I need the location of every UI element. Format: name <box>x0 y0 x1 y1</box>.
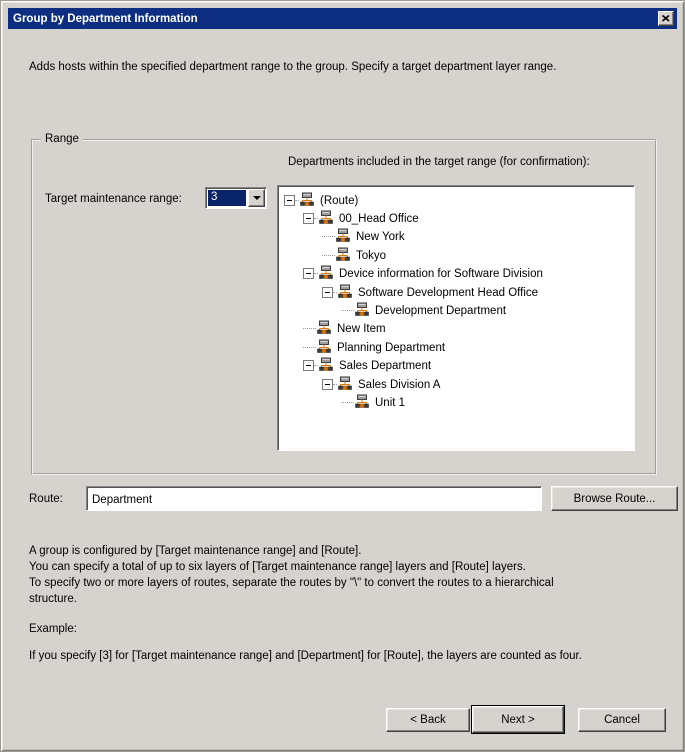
org-chart-icon <box>337 284 353 301</box>
org-chart-icon <box>316 339 332 356</box>
tree-item[interactable] <box>278 246 634 264</box>
tree-item-label: Software Development Head Office <box>358 286 539 299</box>
notes-line: To specify two or more layers of routes, separate the routes by "\" to convert the routes to a hierarchical <box>29 577 554 589</box>
tree-connector <box>341 310 354 311</box>
tree-item-label: Sales Department <box>339 360 432 373</box>
tree-item[interactable] <box>278 265 634 283</box>
target-range-selected-value: 3 <box>208 190 246 206</box>
notes-line: structure. <box>29 593 77 605</box>
org-chart-icon <box>299 192 315 209</box>
tree-expander-minus-icon[interactable] <box>322 287 333 298</box>
org-chart-icon <box>354 302 370 319</box>
tree-item[interactable] <box>278 393 634 411</box>
tree-expander-minus-icon[interactable] <box>303 360 314 371</box>
tree-connector <box>303 347 316 348</box>
tree-item-label: New Item <box>337 323 386 336</box>
window-title: Group by Department Information <box>13 12 198 25</box>
tree-item[interactable] <box>278 191 634 209</box>
tree-item[interactable] <box>278 357 634 375</box>
org-chart-icon <box>318 210 334 227</box>
tree-connector <box>303 328 316 329</box>
example-title: Example: <box>29 622 77 635</box>
tree-item-label: Tokyo <box>356 249 387 262</box>
org-chart-icon <box>335 228 351 245</box>
tree-item-label: Unit 1 <box>375 396 406 409</box>
org-chart-icon <box>337 376 353 393</box>
tree-connector <box>341 402 354 403</box>
tree-item-label: Planning Department <box>337 341 446 354</box>
back-button[interactable]: < Back <box>386 708 470 732</box>
tree-item[interactable] <box>278 320 634 338</box>
close-button[interactable] <box>658 11 674 26</box>
tree-item-label: Development Department <box>375 305 507 318</box>
org-chart-icon <box>318 265 334 282</box>
tree-expander-minus-icon[interactable] <box>303 213 314 224</box>
tree-item[interactable] <box>278 301 634 319</box>
combo-dropdown-button[interactable] <box>248 189 265 207</box>
tree-item[interactable] <box>278 338 634 356</box>
next-button[interactable]: Next > <box>472 706 564 733</box>
org-chart-icon <box>316 320 332 337</box>
range-groupbox-legend: Range <box>41 133 83 145</box>
tree-expander-minus-icon[interactable] <box>303 268 314 279</box>
tree-item-label: Device information for Software Division <box>339 268 543 281</box>
range-groupbox <box>31 133 657 475</box>
tree-item-label: New York <box>356 231 405 244</box>
tree-item[interactable] <box>278 209 634 227</box>
tree-connector <box>322 236 335 237</box>
tree-item[interactable] <box>278 375 634 393</box>
org-chart-icon <box>354 394 370 411</box>
route-input[interactable] <box>86 486 542 511</box>
tree-item-label: Sales Division A <box>358 378 441 391</box>
title-bar[interactable] <box>8 8 677 29</box>
tree-expander-minus-icon[interactable] <box>284 195 295 206</box>
org-chart-icon <box>335 247 351 264</box>
notes-line: You can specify a total of up to six layers of [Target maintenance range] layers and [Route] layers. <box>29 561 526 573</box>
notes-text <box>29 543 669 607</box>
close-icon <box>662 13 670 25</box>
tree-expander-minus-icon[interactable] <box>322 379 333 390</box>
chevron-down-icon <box>253 196 261 200</box>
example-line: If you specify [3] for [Target maintenance range] and [Department] for [Route], the layers are counted as four. <box>29 650 582 662</box>
target-range-label: Target maintenance range: <box>45 193 182 205</box>
cancel-button[interactable]: Cancel <box>578 708 666 732</box>
tree-connector <box>322 255 335 256</box>
target-range-select[interactable] <box>205 187 267 209</box>
dialog-description: Adds hosts within the specified department range to the group. Specify a target department layer range. <box>29 61 557 73</box>
tree-item[interactable] <box>278 283 634 301</box>
tree-item-label: (Route) <box>320 194 359 207</box>
tree-item[interactable] <box>278 228 634 246</box>
tree-caption: Departments included in the target range (for confirmation): <box>288 156 590 168</box>
org-chart-icon <box>318 357 334 374</box>
route-label: Route: <box>29 493 63 505</box>
browse-route-button[interactable]: Browse Route... <box>551 486 678 511</box>
example-text <box>29 609 669 676</box>
tree-item-label: 00_Head Office <box>339 213 419 226</box>
departments-treeview[interactable] <box>277 185 635 451</box>
notes-line: A group is configured by [Target maintenance range] and [Route]. <box>29 545 362 557</box>
